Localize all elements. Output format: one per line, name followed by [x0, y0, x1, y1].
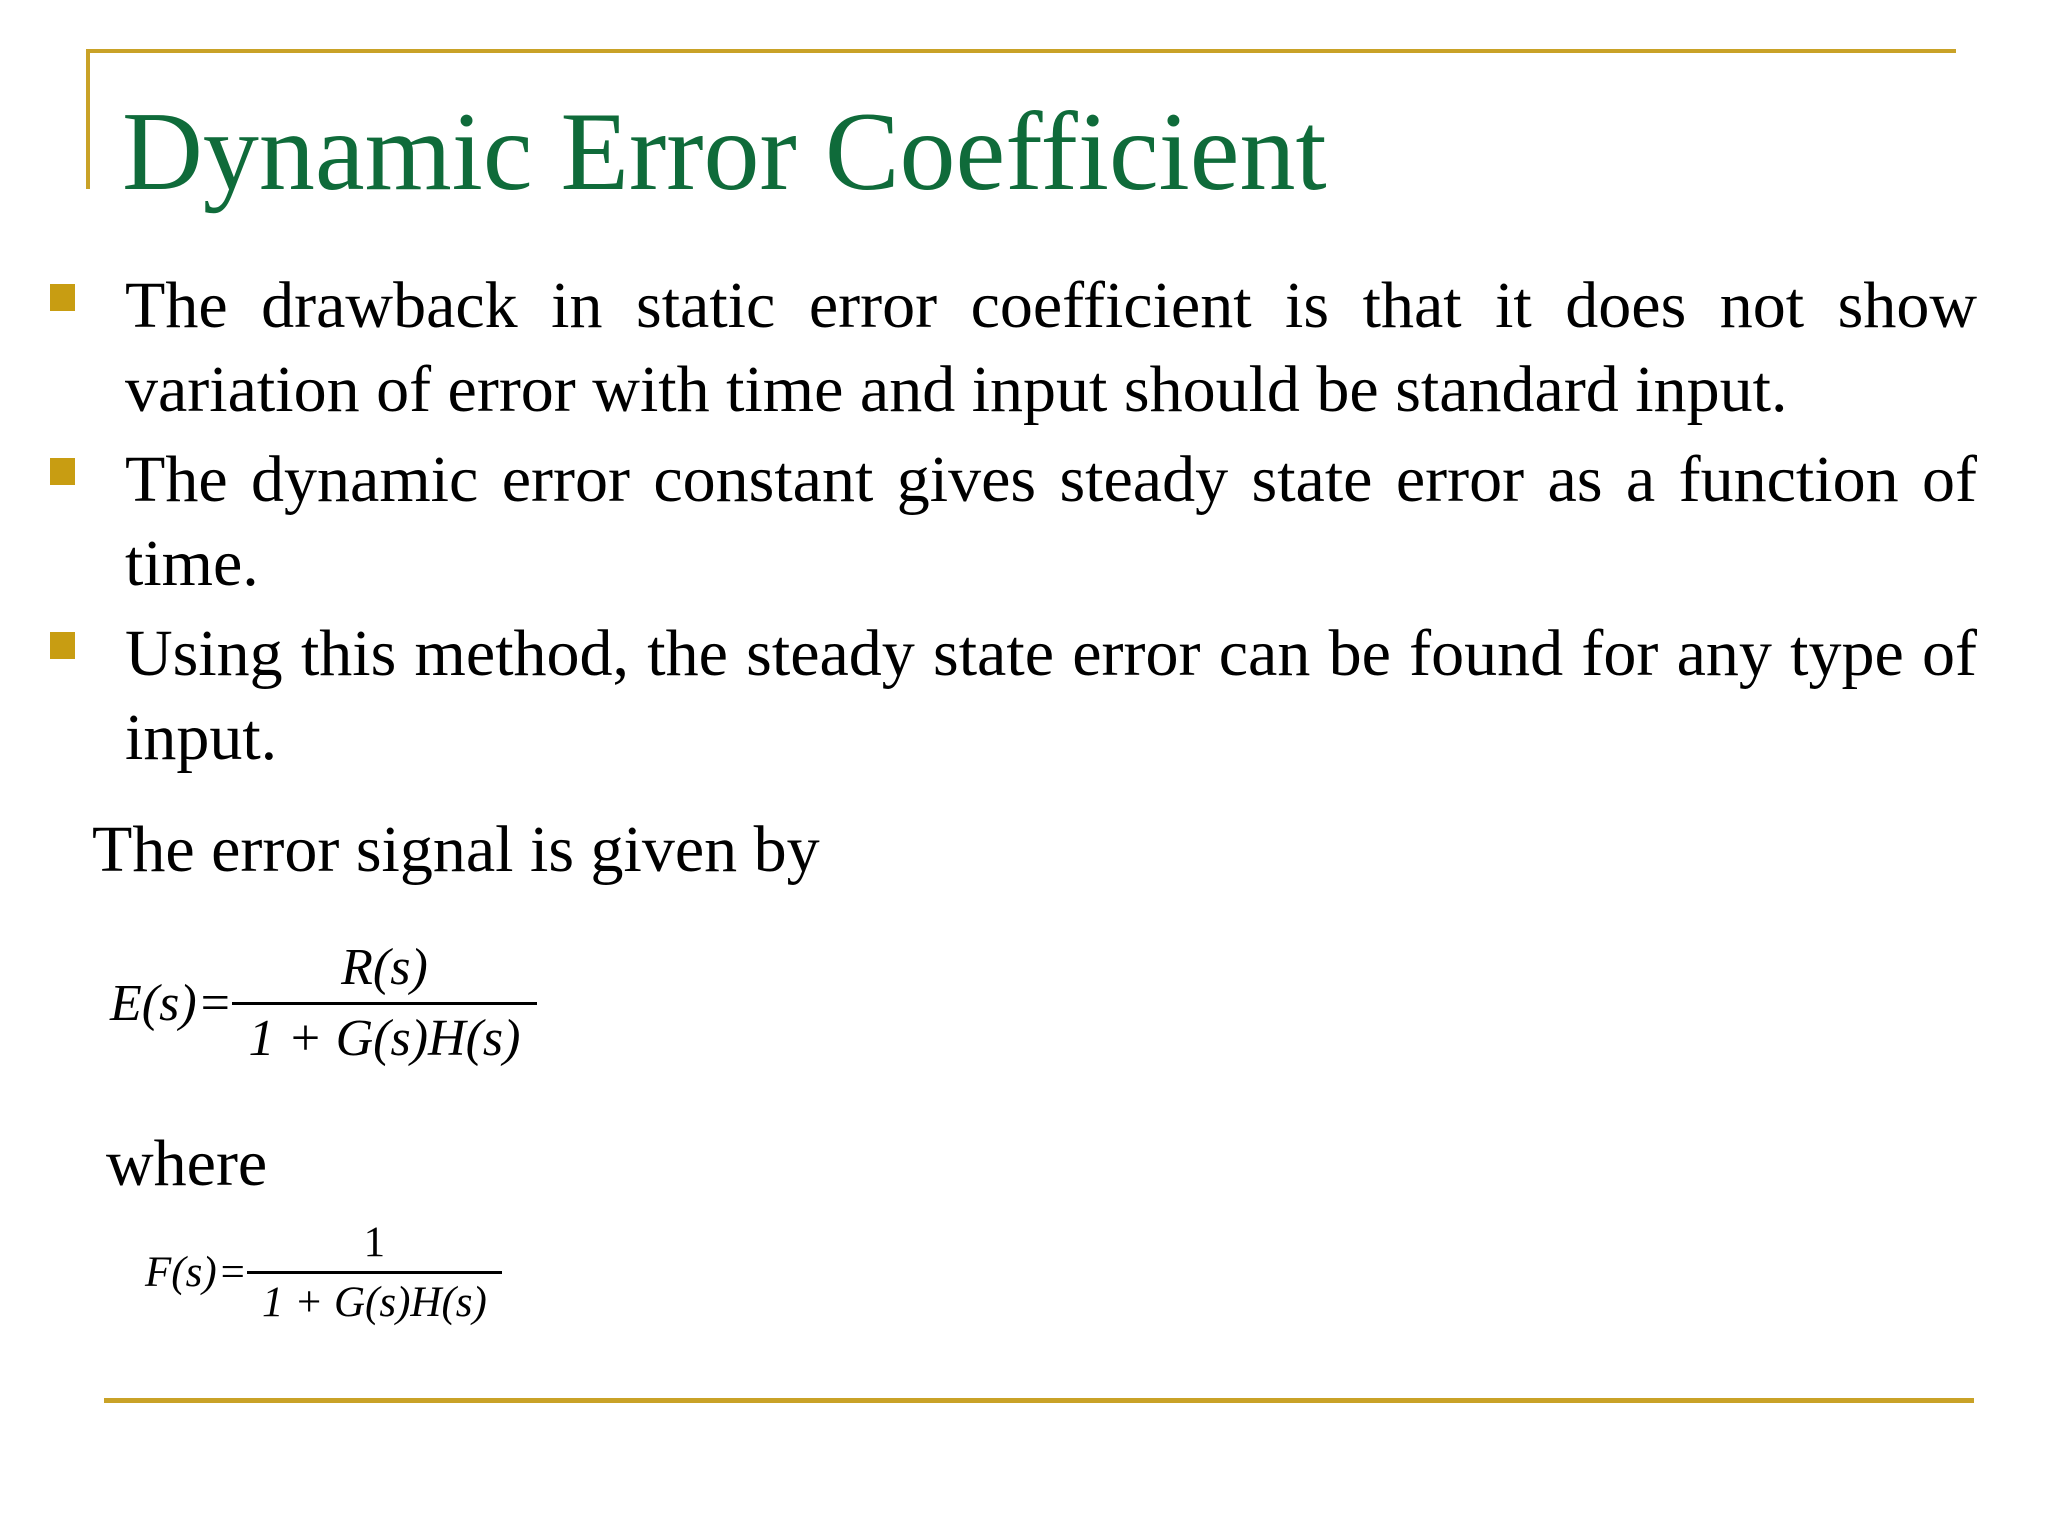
square-bullet-icon	[50, 284, 75, 311]
fraction-numerator: R(s)	[341, 939, 428, 996]
where-label: where	[106, 1127, 268, 1200]
bullet-item	[0, 438, 1977, 606]
bullet-list	[0, 264, 2048, 786]
bullet-item	[0, 612, 1977, 780]
error-signal-intro: The error signal is given by	[92, 813, 820, 886]
fraction	[247, 1218, 502, 1328]
bullet-text: Using this method, the steady state error can be found for any type of input.	[125, 617, 1977, 774]
bullet-text: The dynamic error constant gives steady state error as a function of time.	[125, 443, 1977, 600]
fraction-denominator: 1 + G(s)H(s)	[261, 1279, 487, 1327]
equals-sign: =	[200, 974, 230, 1032]
fraction	[232, 938, 537, 1069]
error-signal-equation	[110, 938, 537, 1069]
left-border-line	[86, 49, 90, 189]
fraction-denominator: 1 + G(s)H(s)	[248, 1009, 521, 1067]
bullet-item	[0, 264, 1977, 432]
top-border-line	[86, 49, 1956, 53]
f-of-s-equation	[145, 1218, 502, 1328]
square-bullet-icon	[50, 458, 75, 485]
slide-title: Dynamic Error Coefficient	[122, 90, 1327, 214]
fraction-numerator: 1	[363, 1219, 386, 1266]
bullet-text: The drawback in static error coefficient is that it does not show variation of error with time and input should be standard input.	[125, 269, 1977, 426]
bottom-border-line	[104, 1398, 1974, 1403]
equals-sign: =	[220, 1249, 245, 1297]
square-bullet-icon	[50, 632, 75, 659]
equation-lhs: F(s)	[145, 1249, 217, 1297]
equation-lhs: E(s)	[110, 974, 197, 1032]
